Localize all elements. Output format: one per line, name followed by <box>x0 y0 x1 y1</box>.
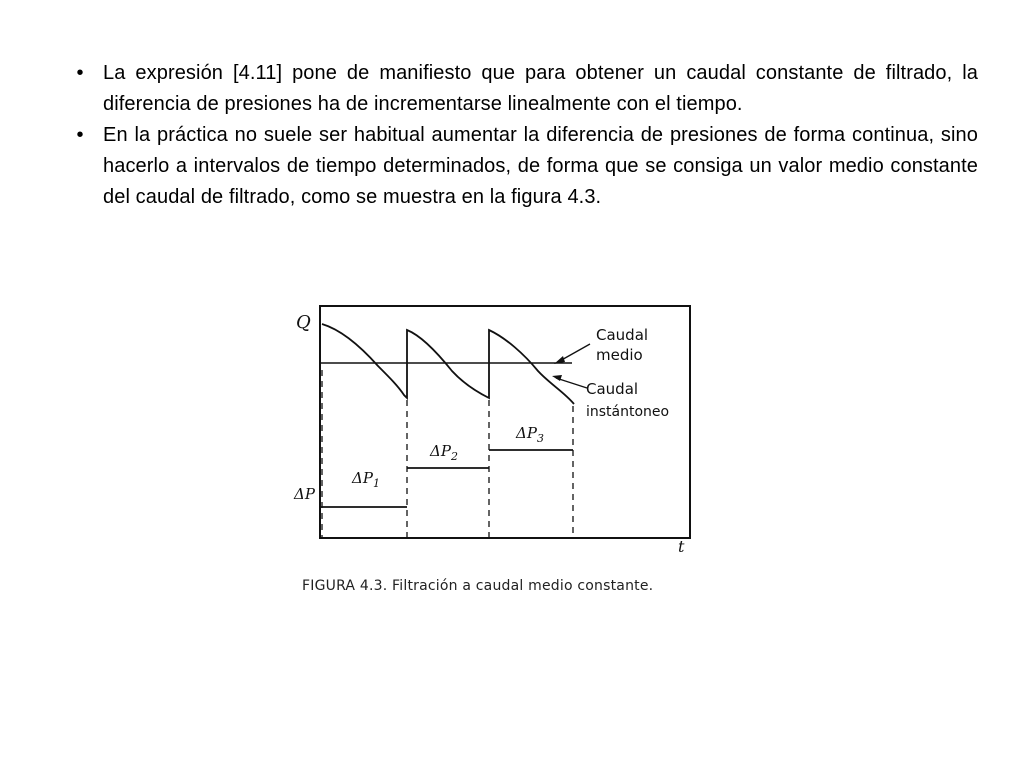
axis-q-label: Q <box>296 312 311 333</box>
label-caudal-inst-2: instántoneo <box>586 404 670 420</box>
label-caudal-inst-1: Caudal <box>586 380 639 398</box>
bullet-list <box>70 58 978 213</box>
instantaneous-flow-curve <box>322 324 574 404</box>
figure-4-3 <box>282 296 712 606</box>
label-caudal-medio-2: medio <box>596 346 643 364</box>
bullet-item <box>70 58 978 120</box>
label-dp1: $\Delta P_1$ <box>352 469 380 490</box>
figure-caption: FIGURA 4.3. Filtración a caudal medio constante. <box>302 578 654 594</box>
bullet-text: La expresión [4.11] pone de manifiesto que para obtener un caudal constante de filtrado, la diferencia de presiones ha de incrementarse linealmente con el tiempo. <box>103 62 978 115</box>
axis-dp-label: ΔP <box>294 485 315 503</box>
bullet-text: En la práctica no suele ser habitual aumentar la diferencia de presiones de forma continua, sino hacerlo a intervalos de tiempo determinados, de forma que se consiga un valor medio constante del caudal de filtrado, como se muestra en la figura 4.3. <box>103 124 978 208</box>
filtration-diagram <box>282 296 712 576</box>
label-caudal-medio-1: Caudal <box>596 326 649 344</box>
arrow-caudal-instantaneo <box>556 378 587 388</box>
bullet-marker: • <box>76 62 84 84</box>
bullet-marker: • <box>76 124 84 146</box>
label-dp2: $\Delta P_2$ <box>430 442 458 463</box>
axis-t-label: t <box>678 537 685 556</box>
bullet-item <box>70 120 978 213</box>
label-dp3: $\Delta P_3$ <box>516 424 544 445</box>
